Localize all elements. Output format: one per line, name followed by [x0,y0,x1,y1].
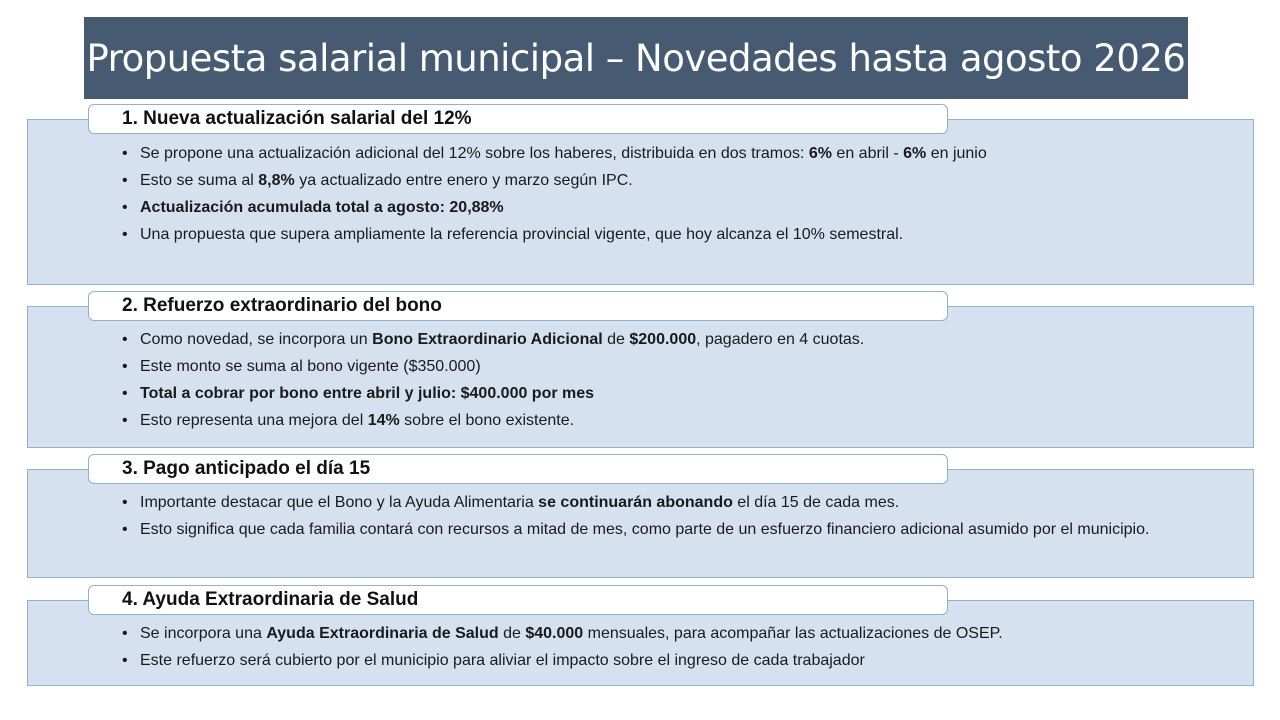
bullet-text: en junio [926,145,987,162]
bullet-text: Esto se suma al [140,172,259,189]
bullet-text: mensuales, para acompañar las actualizaciones de OSEP. [583,625,1003,642]
bullet-item [120,410,1160,432]
bullet-item [120,519,1160,541]
bullet-dot: • [122,331,128,348]
bullet-item [120,143,1160,165]
bullet-item [120,197,1160,219]
bullet-text: en abril - [831,145,904,162]
section-4-bullets [120,623,1160,677]
bullet-item [120,623,1160,645]
bullet-text: de [498,625,526,642]
bullet-text-bold: 14% [367,412,400,429]
bullet-text: sobre el bono existente. [399,412,575,429]
bullet-item [120,356,1160,378]
bullet-text: Se propone una actualización adicional del 12% sobre los haberes, distribuida en dos tramos: [140,145,809,162]
bullet-text-bold: 6% [808,145,832,162]
section-3-heading: 3. Pago anticipado el día 15 [88,454,948,484]
bullet-dot: • [122,385,128,402]
bullet-text-bold: Bono Extraordinario Adicional [372,331,603,348]
section-3-bullets [120,492,1160,546]
bullet-text: de [602,331,630,348]
bullet-text-bold: se continuarán abonando [538,494,733,511]
section-4-heading: 4. Ayuda Extraordinaria de Salud [88,585,948,615]
bullet-text: ya actualizado entre enero y marzo según IPC. [294,172,633,189]
bullet-text: el día 15 de cada mes. [732,494,900,511]
bullet-text: Una propuesta que supera ampliamente la referencia provincial vigente, que hoy alcanza el 10% semestral. [140,226,904,243]
bullet-text-bold: Actualización acumulada total a agosto: 20,88% [140,199,504,216]
bullet-dot: • [122,412,128,429]
section-2-heading: 2. Refuerzo extraordinario del bono [88,291,948,321]
bullet-text: , pagadero en 4 cuotas. [696,331,865,348]
bullet-item [120,224,1160,246]
bullet-item [120,492,1160,514]
bullet-text: Este refuerzo será cubierto por el municipio para aliviar el impacto sobre el ingreso de cada trabajador [140,652,865,669]
bullet-dot: • [122,172,128,189]
bullet-text-bold: $200.000 [629,331,697,348]
bullet-item [120,383,1160,405]
bullet-text: Se incorpora una [140,625,267,642]
section-1-heading: 1. Nueva actualización salarial del 12% [88,104,948,134]
bullet-item [120,329,1160,351]
bullet-text-bold: Total a cobrar por bono entre abril y julio: $400.000 por mes [140,385,595,402]
bullet-text: Este monto se suma al bono vigente ($350.000) [140,358,481,375]
section-2-bullets [120,329,1160,437]
bullet-dot: • [122,625,128,642]
bullet-item [120,170,1160,192]
bullet-text-bold: Ayuda Extraordinaria de Salud [266,625,499,642]
bullet-text-bold: $40.000 [525,625,584,642]
bullet-dot: • [122,199,128,216]
bullet-text: Esto significa que cada familia contará con recursos a mitad de mes, como parte de un esfuerzo financiero adicional asumido por el municipio. [140,521,1150,538]
bullet-item [120,650,1160,672]
bullet-dot: • [122,652,128,669]
bullet-text: Esto representa una mejora del [140,412,368,429]
bullet-dot: • [122,358,128,375]
bullet-dot: • [122,145,128,162]
bullet-text-bold: 8,8% [258,172,295,189]
section-1-bullets [120,143,1160,251]
bullet-dot: • [122,494,128,511]
bullet-text: Como novedad, se incorpora un [140,331,373,348]
slide-title: Propuesta salarial municipal – Novedades hasta agosto 2026 [84,17,1188,99]
bullet-dot: • [122,521,128,538]
bullet-text-bold: 6% [903,145,927,162]
bullet-dot: • [122,226,128,243]
bullet-text: Importante destacar que el Bono y la Ayuda Alimentaria [140,494,539,511]
